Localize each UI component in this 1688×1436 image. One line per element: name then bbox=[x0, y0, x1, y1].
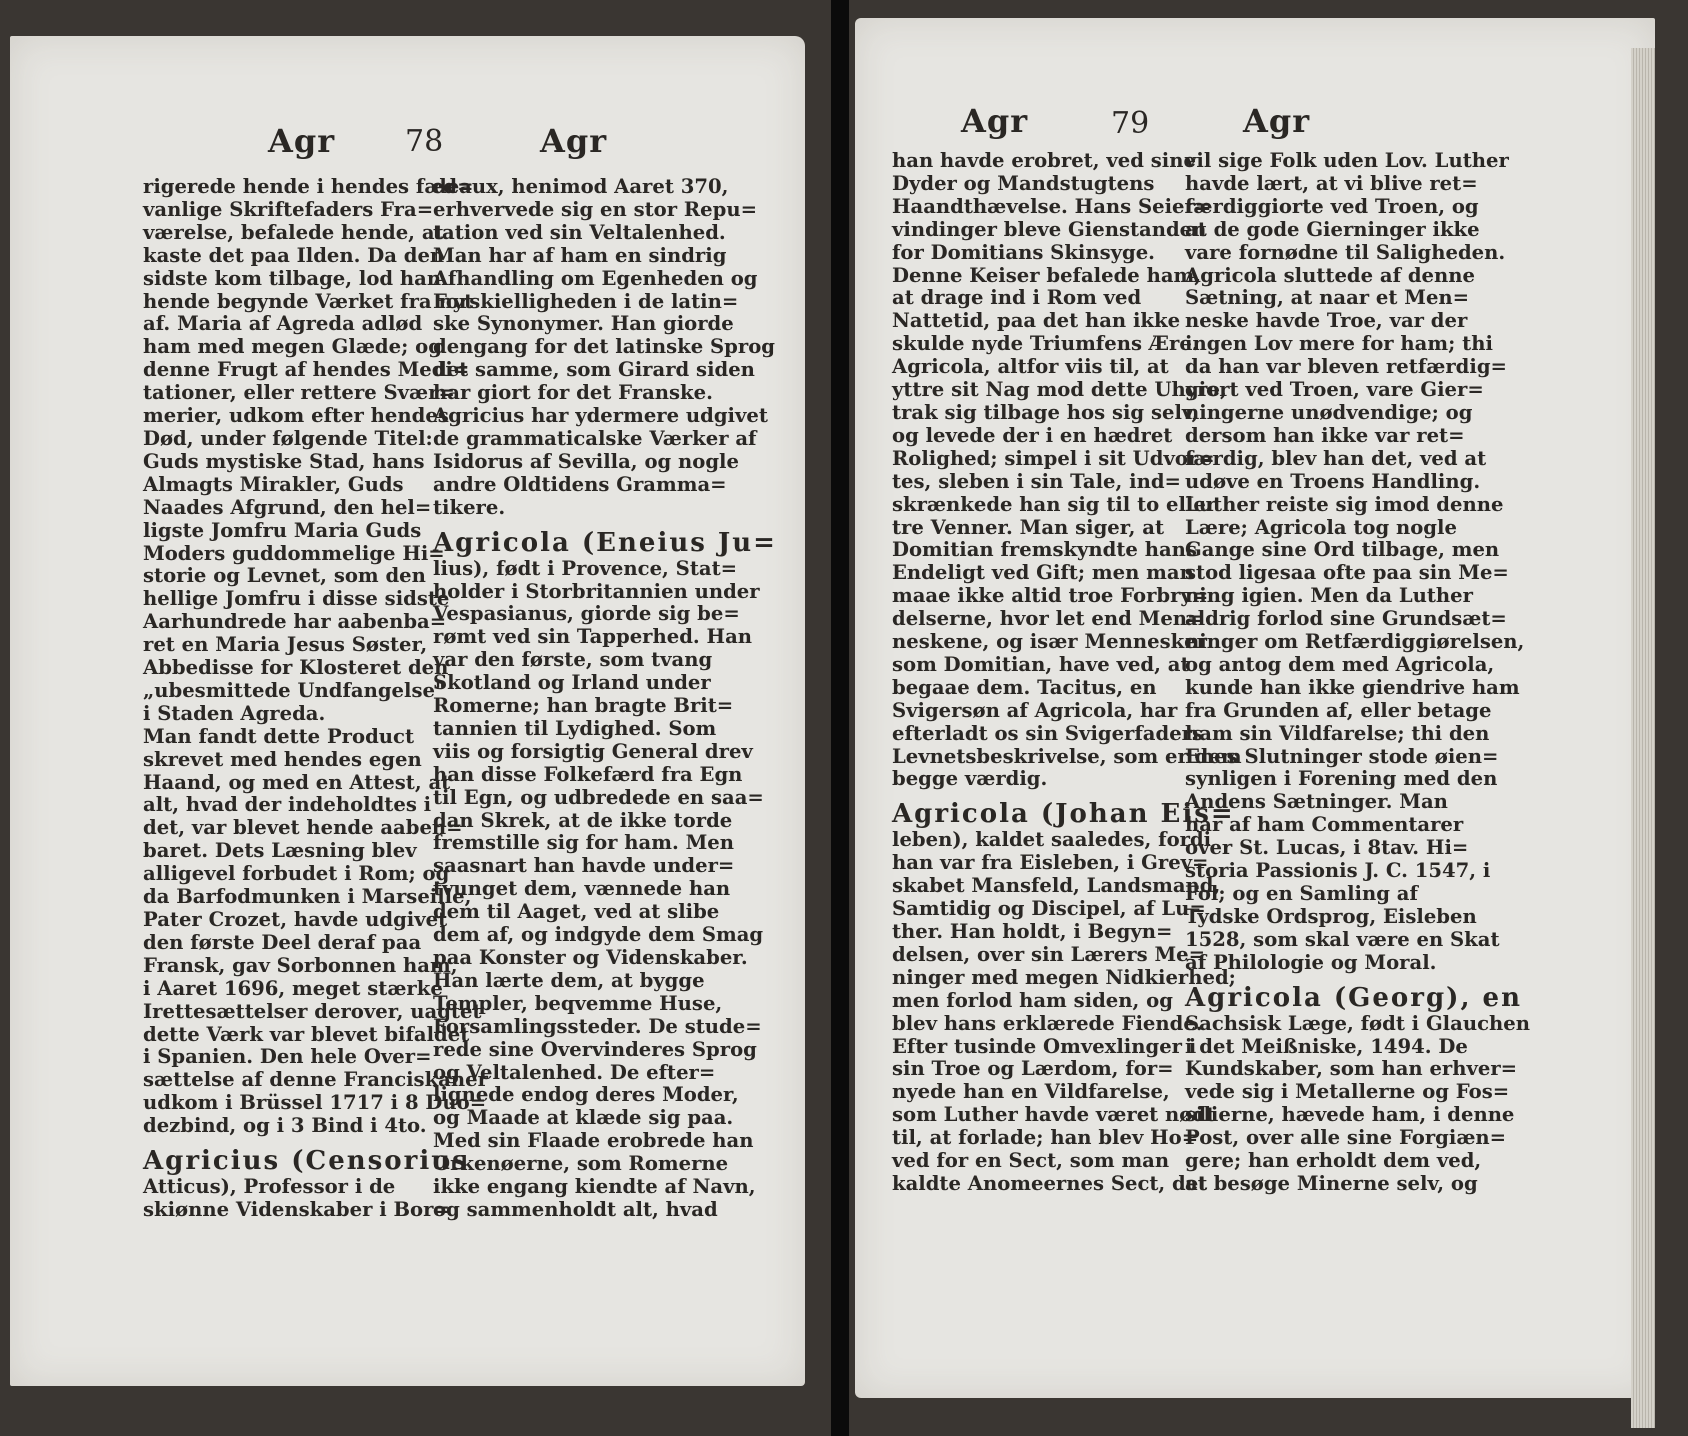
text-line: dan Skrek, at de ikke torde bbox=[433, 808, 733, 832]
text-line: Sætning, at naar et Men= bbox=[1185, 286, 1470, 310]
left-page bbox=[10, 36, 805, 1386]
text-line: ligste Jomfru Maria Guds bbox=[143, 518, 422, 542]
text-line: Svigersøn af Agricola, har bbox=[892, 698, 1178, 722]
text-line: Gange sine Ord tilbage, men bbox=[1185, 538, 1500, 562]
text-line: tre Venner. Man siger, at bbox=[892, 515, 1165, 539]
text-line: „ubesmittede Undfangelse" bbox=[143, 678, 446, 702]
text-line: alligevel forbudet i Rom; og bbox=[143, 862, 450, 886]
text-line: vindinger bleve Gienstanden bbox=[892, 217, 1207, 241]
text-line: Post, over alle sine Forgiæn= bbox=[1185, 1126, 1507, 1150]
text-line: Sachsisk Læge, født i Glauchen bbox=[1185, 1011, 1530, 1035]
text-line: denne Frugt af hendes Medi= bbox=[143, 358, 470, 382]
text-line: Domitian fremskyndte hans bbox=[892, 538, 1197, 562]
text-line: sættelse af denne Franciskaner bbox=[143, 1068, 488, 1092]
text-line: at de gode Gierninger ikke bbox=[1185, 217, 1480, 241]
text-line: merier, udkom efter hendes bbox=[143, 404, 449, 428]
text-line: Luther reiste sig imod denne bbox=[1185, 492, 1504, 516]
text-line: delserne, hvor let end Men= bbox=[892, 607, 1204, 631]
entry-heading: Agricius (Censorius bbox=[143, 1146, 469, 1177]
text-line: tation ved sin Veltalenhed. bbox=[433, 220, 726, 244]
text-line: kaldte Anomeernes Sect, det bbox=[892, 1171, 1208, 1195]
text-line: ingen Lov mere for ham; thi bbox=[1185, 332, 1493, 356]
text-line: vare fornødne til Saligheden. bbox=[1185, 240, 1506, 264]
text-line: Skotland og Irland under bbox=[433, 671, 711, 695]
text-line: som Luther havde været nødt bbox=[892, 1103, 1216, 1127]
text-line: Afhandling om Egenheden og bbox=[433, 266, 758, 290]
left-page-column-2 bbox=[433, 175, 777, 1222]
text-line: Denne Keiser befalede ham, bbox=[892, 263, 1202, 287]
text-line: holder i Storbritannien under bbox=[433, 579, 760, 603]
text-line: de grammaticalske Værker af bbox=[433, 426, 757, 450]
text-line: Efter tusinde Omvexlinger i bbox=[892, 1034, 1197, 1058]
text-line: ning igien. Men da Luther bbox=[1185, 584, 1473, 608]
text-line: ningerne unødvendige; og bbox=[1185, 400, 1473, 424]
text-line: trak sig tilbage hos sig selv, bbox=[892, 400, 1199, 424]
text-line: og levede der i en hædret bbox=[892, 423, 1173, 447]
text-line: Nattetid, paa det han ikke bbox=[892, 309, 1181, 333]
text-line: Endeligt ved Gift; men man bbox=[892, 561, 1194, 585]
text-line: af Philologie og Moral. bbox=[1185, 950, 1437, 974]
text-line: Almagts Mirakler, Guds bbox=[143, 472, 404, 496]
text-line: Han lærte dem, at bygge bbox=[433, 968, 705, 992]
text-line: den første Deel deraf paa bbox=[143, 930, 422, 954]
scan-divider bbox=[831, 0, 849, 1436]
text-line: i Aaret 1696, meget stærke bbox=[143, 976, 443, 1000]
text-line: Moders guddommelige Hi= bbox=[143, 541, 445, 565]
text-line: Levnetsbeskrivelse, som er dem bbox=[892, 744, 1242, 768]
text-line: Irettesættelser derover, uagtet bbox=[143, 999, 482, 1023]
text-line: til, at forlade; han blev Ho= bbox=[892, 1126, 1199, 1150]
text-line: leben), kaldet saaledes, fordi bbox=[892, 828, 1212, 852]
text-line: Fol; og en Samling af bbox=[1185, 882, 1418, 905]
text-line: ske Synonymer. Han giorde bbox=[433, 312, 734, 336]
page-number: 78 bbox=[405, 124, 444, 159]
text-line: 1528, som skal være en Skat bbox=[1185, 927, 1500, 951]
page-edge bbox=[1631, 48, 1655, 1428]
text-line: Agricius har ydermere udgivet bbox=[433, 404, 768, 428]
text-line: sin Troe og Lærdom, for= bbox=[892, 1057, 1174, 1081]
text-line: skulde nyde Triumfens Ære. bbox=[892, 332, 1199, 356]
text-line: Man fandt dette Product bbox=[143, 724, 415, 748]
text-line: ved for en Sect, som man bbox=[892, 1149, 1170, 1173]
text-line: stod ligesaa ofte paa sin Me= bbox=[1185, 561, 1509, 585]
text-line: dengang for det latinske Sprog bbox=[433, 335, 775, 359]
text-line: andre Oldtidens Gramma= bbox=[433, 472, 727, 496]
text-line: Abbedisse for Klosteret den bbox=[143, 656, 449, 680]
text-line: neske havde Troe, var der bbox=[1185, 309, 1468, 333]
text-line: i det Meißniske, 1494. De bbox=[1185, 1034, 1468, 1058]
text-line: af. Maria af Agreda adlød bbox=[143, 312, 423, 336]
text-line: rømt ved sin Tapperhed. Han bbox=[433, 625, 753, 649]
text-line: yttre sit Nag mod dette Uhyre, bbox=[892, 378, 1227, 402]
text-line: ninger om Retfærdiggiørelsen, bbox=[1185, 630, 1525, 654]
right-page-column-2 bbox=[1185, 149, 1530, 1196]
text-line: og Veltalenhed. De efter= bbox=[433, 1060, 716, 1084]
text-line: efterladt os sin Svigerfaders bbox=[892, 721, 1204, 745]
text-line: Vespasianus, giorde sig be= bbox=[433, 602, 740, 626]
text-line: delsen, over sin Lærers Me= bbox=[892, 942, 1206, 966]
text-line: Tydske Ordsprog, Eisleben bbox=[1185, 904, 1477, 928]
text-line: tvunget dem, vænnede han bbox=[433, 877, 731, 901]
text-line: kaste det paa Ilden. Da den bbox=[143, 243, 445, 267]
text-line: tannien til Lydighed. Som bbox=[433, 716, 717, 740]
text-line: begge værdig. bbox=[892, 767, 1048, 791]
text-line: ikke engang kiendte af Navn, bbox=[433, 1175, 756, 1199]
text-line: rigerede hende i hendes fæd= bbox=[143, 175, 474, 198]
text-line: Andens Sætninger. Man bbox=[1185, 790, 1448, 814]
text-line: til Egn, og udbredede en saa= bbox=[433, 785, 764, 809]
text-line: begaae dem. Tacitus, en bbox=[892, 675, 1157, 699]
text-line: udkom i Brüssel 1717 i 8 Duo= bbox=[143, 1091, 487, 1115]
text-line: Samtidig og Discipel, af Lu= bbox=[892, 897, 1206, 921]
text-line: ham sin Vildfarelse; thi den bbox=[1185, 721, 1490, 745]
text-line: værelse, befalede hende, at bbox=[143, 220, 444, 244]
text-line: tes, sleben i sin Tale, ind= bbox=[892, 469, 1181, 493]
right-scan bbox=[849, 0, 1688, 1436]
text-line: Forsamlingssteder. De stude= bbox=[433, 1014, 762, 1038]
text-line: hellige Jomfru i disse sidste bbox=[143, 587, 450, 611]
text-line: at besøge Minerne selv, og bbox=[1185, 1171, 1478, 1195]
text-line: i Staden Agreda. bbox=[143, 701, 326, 725]
text-line: udøve en Troens Handling. bbox=[1185, 469, 1481, 493]
text-line: alt, hvad der indeholdtes i bbox=[143, 793, 432, 817]
text-line: Agricola, altfor viis til, at bbox=[892, 355, 1169, 379]
right-page bbox=[855, 18, 1655, 1398]
text-line: erhvervede sig en stor Repu= bbox=[433, 197, 757, 221]
text-line: dem af, og indgyde dem Smag bbox=[433, 923, 764, 947]
text-line: Lære; Agricola tog nogle bbox=[1185, 515, 1457, 539]
text-line: maae ikke altid troe Forbry= bbox=[892, 584, 1209, 608]
text-line: gere; han erholdt dem ved, bbox=[1185, 1149, 1482, 1173]
text-line: dem til Aaget, ved at slibe bbox=[433, 900, 720, 924]
text-line: ret en Maria Jesus Søster, bbox=[143, 633, 428, 657]
text-line: Fransk, gav Sorbonnen ham, bbox=[143, 953, 458, 977]
text-line: deaux, henimod Aaret 370, bbox=[433, 175, 729, 198]
text-line: neskene, og især Mennesker bbox=[892, 630, 1207, 654]
text-line: viis og forsigtig General drev bbox=[433, 739, 753, 763]
text-line: skiønne Videnskaber i Bor= bbox=[143, 1197, 450, 1221]
text-line: i Spanien. Den hele Over= bbox=[143, 1045, 432, 1069]
text-line: Romerne; han bragte Brit= bbox=[433, 694, 734, 718]
text-line: Guds mystiske Stad, hans bbox=[143, 449, 425, 473]
running-head-left: Agr bbox=[268, 122, 336, 160]
text-line: skrænkede han sig til to eller bbox=[892, 492, 1217, 516]
right-page-column-1 bbox=[892, 149, 1242, 1196]
text-line: da Barfodmunken i Marseille, bbox=[143, 885, 472, 909]
text-line: Haand, og med en Attest, at bbox=[143, 770, 451, 794]
text-line: Isidorus af Sevilla, og nogle bbox=[433, 449, 739, 473]
text-line: Naades Afgrund, den hel= bbox=[143, 495, 432, 519]
text-line: Enes Slutninger stode øien= bbox=[1185, 744, 1499, 768]
text-line: Atticus), Professor i de bbox=[143, 1175, 396, 1199]
text-line: Aarhundrede har aabenba= bbox=[143, 610, 447, 634]
text-line: Templer, beqvemme Huse, bbox=[433, 991, 723, 1015]
text-line: tationer, eller rettere Svær= bbox=[143, 381, 455, 405]
text-line: dersom han ikke var ret= bbox=[1185, 423, 1465, 447]
text-line: Orkenøerne, som Romerne bbox=[433, 1152, 729, 1176]
text-line: var den første, som tvang bbox=[433, 648, 713, 672]
text-line: tikere. bbox=[433, 495, 506, 519]
running-head-right: Agr bbox=[1243, 102, 1311, 140]
text-line: fremstille sig for ham. Men bbox=[433, 831, 735, 855]
text-line: at drage ind i Rom ved bbox=[892, 286, 1142, 310]
entry-heading: Agricola (Johan Eis= bbox=[892, 799, 1235, 830]
text-line: han havde erobret, ved sine bbox=[892, 149, 1196, 172]
text-line: Med sin Flaade erobrede han bbox=[433, 1129, 754, 1153]
running-head-left: Agr bbox=[961, 102, 1029, 140]
text-line: har giort for det Franske. bbox=[433, 381, 713, 405]
text-line: færdig, blev han det, ved at bbox=[1185, 446, 1487, 470]
text-line: paa Konster og Videnskaber. bbox=[433, 946, 748, 969]
text-line: men forlod ham siden, og bbox=[892, 988, 1173, 1012]
text-line: ninger med megen Nidkierhed; bbox=[892, 965, 1236, 989]
text-line: det, var blevet hende aaben= bbox=[143, 816, 463, 840]
text-line: fra Grunden af, eller betage bbox=[1185, 698, 1492, 722]
text-line: som Domitian, have ved, at bbox=[892, 652, 1190, 676]
text-line: saasnart han havde under= bbox=[433, 854, 735, 878]
text-line: og Maade at klæde sig paa. bbox=[433, 1106, 734, 1130]
text-line: ther. Han holdt, i Begyn= bbox=[892, 920, 1173, 943]
text-line: over St. Lucas, i 8tav. Hi= bbox=[1185, 836, 1469, 860]
text-line: dette Værk var blevet bifaldet bbox=[143, 1022, 470, 1046]
text-line: nyede han en Vildfarelse, bbox=[892, 1080, 1170, 1104]
text-line: vil sige Folk uden Lov. Luther bbox=[1185, 149, 1509, 172]
text-line: Agricola sluttede af denne bbox=[1185, 263, 1475, 287]
text-line: Dyder og Mandstugtens bbox=[892, 171, 1155, 195]
text-line: han disse Folkefærd fra Egn bbox=[433, 762, 743, 786]
text-line: silierne, hævede ham, i denne bbox=[1185, 1103, 1515, 1127]
text-line: vede sig i Metallerne og Fos= bbox=[1185, 1080, 1510, 1104]
text-line: og antog dem med Agricola, bbox=[1185, 652, 1495, 676]
text-line: Pater Crozet, havde udgivet bbox=[143, 908, 448, 931]
text-line: aldrig forlod sine Grundsæt= bbox=[1185, 607, 1507, 631]
text-line: for Domitians Skinsyge. bbox=[892, 240, 1155, 264]
text-line: han var fra Eisleben, i Grev= bbox=[892, 851, 1209, 875]
text-line: Kundskaber, som han erhver= bbox=[1185, 1057, 1518, 1081]
text-line: Forskielligheden i de latin= bbox=[433, 289, 739, 313]
text-line: vanlige Skriftefaders Fra= bbox=[143, 197, 434, 221]
text-line: hende begynde Værket fra nyt bbox=[143, 289, 474, 313]
text-line: og sammenholdt alt, hvad bbox=[433, 1197, 718, 1221]
text-line: skrevet med hendes egen bbox=[143, 747, 422, 771]
text-line: havde lært, at vi blive ret= bbox=[1185, 171, 1478, 195]
text-line: baret. Dets Læsning blev bbox=[143, 839, 417, 863]
text-line: lius), født i Provence, Stat= bbox=[433, 556, 738, 580]
text-line: giort ved Troen, vare Gier= bbox=[1185, 378, 1484, 402]
text-line: har af ham Commentarer bbox=[1185, 813, 1464, 837]
text-line: Haandthævelse. Hans Seier= bbox=[892, 194, 1212, 218]
text-line: færdiggiorte ved Troen, og bbox=[1185, 194, 1479, 218]
entry-heading: Agricola (Eneius Ju= bbox=[433, 527, 777, 558]
text-line: det samme, som Girard siden bbox=[433, 358, 755, 382]
text-line: Død, under følgende Titel: bbox=[143, 426, 433, 450]
running-head-right: Agr bbox=[540, 122, 608, 160]
text-line: Man har af ham en sindrig bbox=[433, 243, 727, 267]
text-line: blev hans erklærede Fiende. bbox=[892, 1011, 1203, 1035]
text-line: rede sine Overvinderes Sprog bbox=[433, 1037, 757, 1061]
left-scan bbox=[0, 0, 831, 1436]
text-line: ham med megen Glæde; og bbox=[143, 335, 442, 359]
text-line: sidste kom tilbage, lod han bbox=[143, 266, 442, 290]
text-line: lignede endog deres Moder, bbox=[433, 1083, 739, 1107]
text-line: storia Passionis J. C. 1547, i bbox=[1185, 859, 1491, 883]
text-line: dezbind, og i 3 Bind i 4to. bbox=[143, 1114, 427, 1138]
text-line: synligen i Forening med den bbox=[1185, 767, 1498, 791]
text-line: Rolighed; simpel i sit Udvor= bbox=[892, 446, 1215, 470]
page-number: 79 bbox=[1111, 106, 1150, 141]
text-line: storie og Levnet, som den bbox=[143, 564, 426, 588]
text-line: skabet Mansfeld, Landsmand, bbox=[892, 874, 1221, 898]
text-line: da han var bleven retfærdig= bbox=[1185, 355, 1507, 379]
entry-heading: Agricola (Georg), en bbox=[1185, 982, 1522, 1013]
text-line: kunde han ikke giendrive ham bbox=[1185, 675, 1520, 699]
